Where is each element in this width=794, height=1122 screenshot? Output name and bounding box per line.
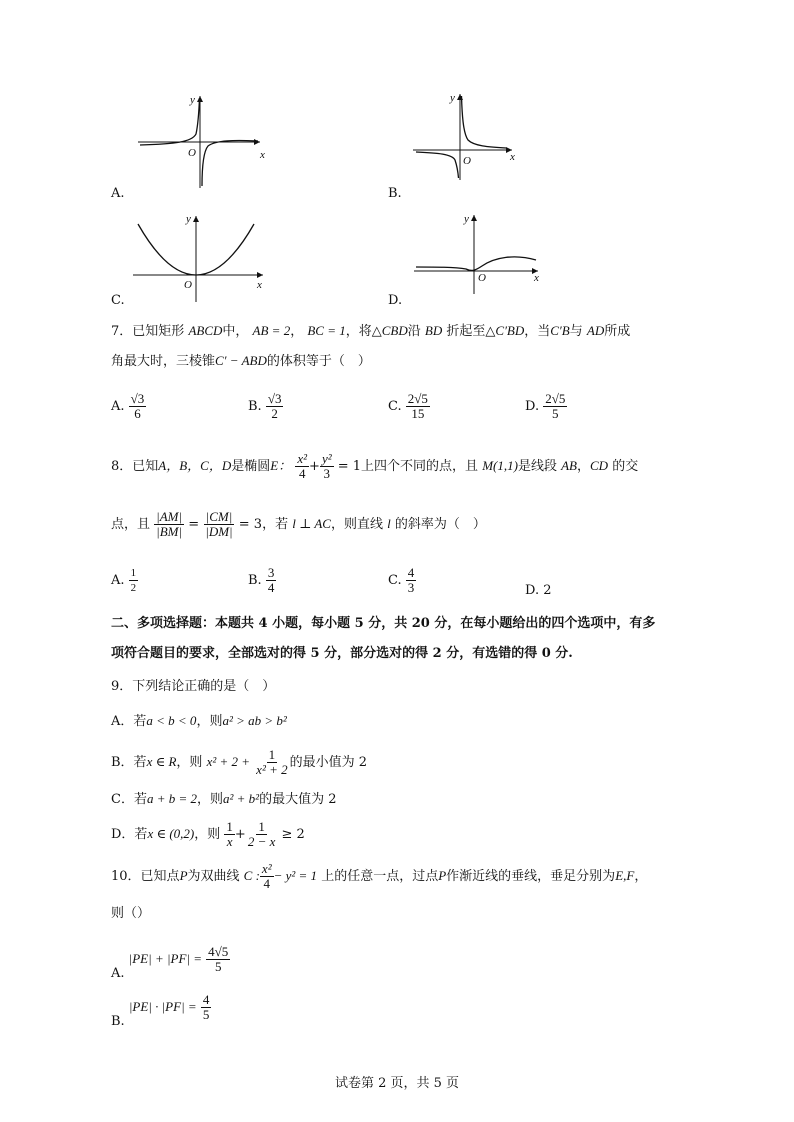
q8-option-c-den: 3 [407,580,415,595]
q8-option-a-letter: A. [111,573,125,588]
q7-zhong: 中， [222,324,249,339]
q9-option-d-n2: 1 [258,819,265,834]
q8-option-b-num: 3 [267,565,275,580]
q7-line2-a: 角最大时，三棱锥 [111,354,216,369]
q8-m: M(1,1) [482,458,518,473]
q10-hd: 4 [263,876,270,891]
q8-l: l [387,516,391,531]
q9-option-a-cond: a < b < 0 [146,713,197,728]
graph-b-origin: O [463,155,471,167]
q8-text-c: 上四个不同的点，且 [361,459,479,474]
q9-option-b[interactable] [111,748,367,777]
section2-line1: 二、多项选择题：本题共 4 小题，每小题 5 分，共 20 分，在每小题给出的四个选项中，有多 [111,616,656,631]
q7-option-d-den: 5 [552,406,559,421]
q7-option-a-letter: A. [111,399,125,414]
graph-c-x-label: x [257,279,262,291]
q8-ell-d1: 4 [298,466,306,481]
graph-d-x-label: x [534,272,539,284]
q8-option-c-num: 4 [407,565,415,580]
q9-stem: 9．下列结论正确的是（ ） [111,679,276,694]
q10-option-b-expr: |PE| · |PF| = [128,999,197,1014]
q7-yan: 沿 [407,324,421,339]
q8-line2-a: 点，且 [111,517,151,532]
graph-c-svg [130,208,275,303]
graph-b-svg [408,88,528,183]
q9-option-b-expr: x² + 2 + [206,754,251,769]
q7-bd: BD [424,323,443,338]
q9-option-d-then: ，则 [194,827,221,842]
q8-f1d: |BM| [156,524,183,539]
q7-option-c-num: 2√5 [407,391,428,406]
q9-option-b-num: 1 [268,747,276,762]
q10-hn: x² [261,861,272,876]
q7-option-c-letter: C. [388,399,402,414]
q9-option-c[interactable] [111,788,337,807]
graph-c-origin: O [184,279,192,291]
q8-option-d[interactable] [525,583,552,598]
q10-number: 10． [111,869,141,884]
q10-option-a-den: 5 [214,959,222,974]
q9-option-c-cond: a + b = 2 [146,791,197,806]
q7-option-c[interactable] [388,392,430,421]
q9-option-d-plus: + [234,827,246,842]
q7-tri-cbd: △CBD [371,323,408,338]
q9-option-b-tail: 的最小值为 2 [289,755,368,770]
q8-line2-c: ，则直线 [330,517,383,532]
graph-c-y-label: y [186,213,191,225]
q10-ef: E,F [615,868,635,883]
graph-b-x-label: x [510,151,515,163]
q9-option-a[interactable] [111,710,287,729]
q8-text-e: 的交 [612,459,639,474]
q8-e: E： [270,458,292,473]
q7-suocheng: 所成 [604,324,631,339]
q7-text-a: 已知矩形 [132,324,185,339]
q10-text-e: ， [634,869,648,884]
q7-cpb: C′B [550,323,570,338]
q10-c: C : [243,868,260,883]
q7-option-d-num: 2√5 [545,391,566,406]
q8-option-b-letter: B. [248,573,262,588]
graph-a-letter: A. [111,186,125,201]
q8-option-a-num: 1 [130,567,137,579]
q9-option-b-cond: x ∈ R [146,754,177,769]
q7-ad: AD [586,323,605,338]
q8-option-c[interactable] [388,566,416,595]
q9-option-b-den: x² + 2 [256,762,288,777]
q10-p: P [179,868,188,883]
q8-text-b: 是椭圆 [231,459,271,474]
q10-option-b-letter: B. [111,1014,125,1029]
q7-option-b-num: √3 [267,391,282,406]
graph-b-y-label: y [450,92,455,104]
q9-option-d-cond: x ∈ (0,2) [147,826,195,841]
q9-option-b-then: ，则 [176,755,203,770]
q7-option-b-den: 2 [271,406,278,421]
section2-line2: 项符合题目的要求，全部选对的得 5 分，部分选对的得 2 分，有选错的得 0 分. [111,646,573,661]
q10-text-b: 为双曲线 [187,869,240,884]
graph-a-svg [130,90,270,190]
q9-option-b-letter: B．若 [111,755,147,770]
q9-option-d-n1: 1 [226,819,233,834]
q8-text-d: 是线段 [517,459,557,474]
q7-option-c-den: 15 [411,406,425,421]
q10-option-a-expr: |PE| + |PF| = [128,951,203,966]
q8-option-a-den: 2 [130,582,137,594]
q9-option-c-expr: a² + b² [223,791,260,806]
q8-plus: + [309,459,320,474]
q7-bc: BC = 1 [307,323,346,338]
q9-option-d-d2: 2 − x [247,834,276,849]
graph-d-svg [410,210,550,295]
q8-ab: AB [561,458,577,473]
q8-text-a: 已知 [132,459,159,474]
graph-b-letter: B. [388,186,402,201]
q8-number: 8． [111,459,133,474]
q9-option-d-d1: x [226,834,233,849]
q7-yu: 与 [569,324,583,339]
graph-option-a [130,90,270,190]
q10-option-a-letter: A. [111,966,125,981]
q8-ell-n2: y² [321,451,332,466]
q10-p2: P [438,868,447,883]
q10-line2: 则（） [111,906,151,921]
q7-fold: 折起至 [446,324,486,339]
q8-cd: CD [590,458,609,473]
q7-line1: 7．已知矩形 ABCD中， AB = 2， BC = 1，将△CBD沿 BD 折起至△C′BD，当C′B与 AD所成 [111,323,631,339]
q7-option-b[interactable] [248,392,283,421]
q8-eqsign: = [188,517,200,532]
q9-option-d-letter: D．若 [111,827,148,842]
q9-option-a-then: ，则 [196,714,223,729]
q8-ell-n1: x² [297,451,308,466]
q10-text-a: 已知点 [140,869,180,884]
graph-option-d [410,210,550,295]
q8-perp: l ⊥ AC [292,516,331,531]
q7-line2 [111,350,371,369]
q8-line1 [111,452,638,481]
graph-a-y-label: y [190,94,195,106]
q10-text-d: 作渐近线的垂线，垂足分别为 [446,869,616,884]
q8-comma: ， [577,459,591,474]
q8-option-b[interactable] [248,566,276,595]
graph-a-origin: O [188,147,196,159]
q9-option-d[interactable] [111,820,305,849]
q7-option-a-den: 6 [134,406,141,421]
q10-text-c: 上的任意一点，过点 [321,869,439,884]
q9-option-a-letter: A．若 [111,714,147,729]
q7-option-d-letter: D. [525,399,540,414]
graph-d-y-label: y [464,213,469,225]
q8-option-d-letter: D. [525,583,540,598]
q10-option-a[interactable] [111,944,230,981]
q10-option-b-den: 5 [202,1007,210,1022]
q7-ab: AB = 2 [252,323,291,338]
q7-option-d[interactable] [525,392,567,421]
q7-option-a-num: √3 [130,391,145,406]
q8-f2n: |CM| [205,509,233,524]
q9-option-c-letter: C．若 [111,792,147,807]
q9-option-d-tail: ≥ 2 [281,827,305,842]
page-footer: 试卷第 2 页，共 5 页 [334,1076,460,1091]
q8-eq1: = 1 [337,459,362,474]
graph-d-origin: O [478,272,486,284]
q7-number: 7． [111,324,133,339]
q8-ell-d2: 3 [323,466,331,481]
q7-tetra: C′ − ABD [215,353,267,368]
q8-eq3: = 3 [238,517,263,532]
q9-option-a-result: a² > ab > b² [222,713,287,728]
q7-tri-cpbd: △C′BD [485,323,525,338]
q8-line2-b: ，若 [262,517,289,532]
graph-option-c [130,208,275,303]
q7-line2-b: 的体积等于（ ） [266,354,371,369]
q10-option-a-num: 4√5 [208,944,229,959]
q8-option-b-den: 4 [267,580,275,595]
q7-dang: ，当 [524,324,551,339]
graph-d-letter: D. [388,293,403,308]
q7-option-b-letter: B. [248,399,262,414]
q8-f1n: |AM| [156,509,183,524]
q9-option-c-then: ，则 [197,792,224,807]
q8-option-c-letter: C. [388,573,402,588]
q8-option-d-value: 2 [543,583,552,598]
q8-points: A，B，C，D [158,458,232,473]
q7-jiang: ，将 [345,324,372,339]
graph-option-b [408,88,528,183]
q7-abcd: ABCD [188,323,223,338]
q8-f2d: |DM| [205,524,233,539]
graph-c-letter: C. [111,293,125,308]
q7-option-a[interactable] [111,392,146,421]
q10-option-b[interactable] [111,992,211,1029]
q8-line2 [111,510,486,539]
q10-line1 [111,862,647,891]
q9-option-c-tail: 的最大值为 2 [259,792,337,807]
graph-a-x-label: x [260,149,265,161]
q8-line2-d: 的斜率为（ ） [394,517,486,532]
q8-option-a[interactable] [111,566,138,595]
q10-option-b-num: 4 [202,992,210,1007]
q10-minus: − y² = 1 [273,868,318,883]
